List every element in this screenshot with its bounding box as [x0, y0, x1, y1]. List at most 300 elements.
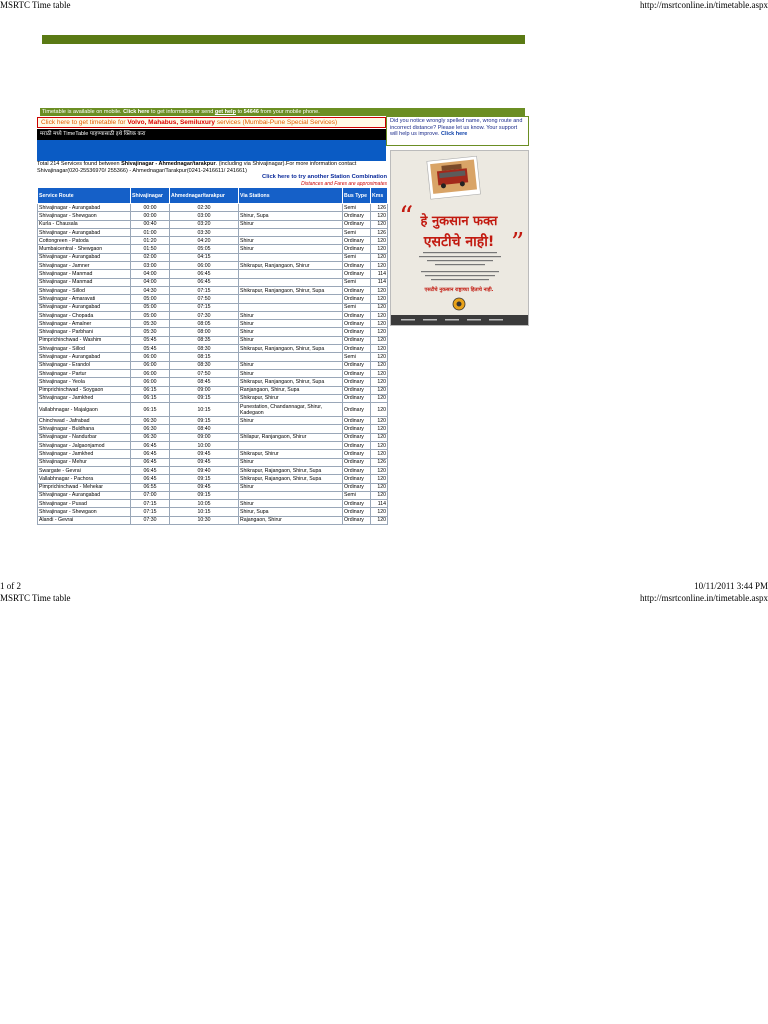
- cell-via: Shikrapur, Ranjangaon, Shirur, Supa: [239, 378, 343, 386]
- table-row: [38, 311, 388, 319]
- cell-via: Shirur: [239, 320, 343, 328]
- cell-departure: 06:00: [131, 369, 170, 377]
- cell-route: Shivajinagar - Jalgaonjamod: [38, 442, 131, 450]
- sms-number: 54646: [243, 109, 259, 115]
- services-summary: [37, 161, 387, 174]
- table-row: [38, 278, 388, 286]
- cell-bus-type: Semi: [343, 278, 371, 286]
- svg-text:”: ”: [511, 228, 525, 258]
- col-header-via: Via Stations: [239, 188, 343, 204]
- cell-departure: 06:00: [131, 353, 170, 361]
- table-row: [38, 516, 388, 524]
- cell-arrival: 10:00: [170, 442, 239, 450]
- cell-via: [239, 442, 343, 450]
- cell-bus-type: Semi: [343, 303, 371, 311]
- cell-route: Shivajinagar - Yeola: [38, 378, 131, 386]
- cell-route: Vallabhnagar - Majalgaon: [38, 403, 131, 417]
- table-row: [38, 417, 388, 425]
- cell-bus-type: Ordinary: [343, 361, 371, 369]
- cell-route: Shivajinagar - Aurangabad: [38, 353, 131, 361]
- cell-departure: 02:00: [131, 253, 170, 261]
- cell-bus-type: Ordinary: [343, 417, 371, 425]
- cell-arrival: 04:20: [170, 237, 239, 245]
- cell-departure: 06:00: [131, 378, 170, 386]
- cell-via: Shirur: [239, 237, 343, 245]
- cell-departure: 06:45: [131, 442, 170, 450]
- cell-departure: 06:55: [131, 483, 170, 491]
- cell-via: Shirur: [239, 311, 343, 319]
- cell-route: Pimprichinchwad - Washim: [38, 336, 131, 344]
- cell-route: Shivajinagar - Erandol: [38, 361, 131, 369]
- cell-route: Shivajinagar - Sillod: [38, 286, 131, 294]
- cell-bus-type: Ordinary: [343, 475, 371, 483]
- cell-bus-type: Ordinary: [343, 425, 371, 433]
- cell-via: Shikrapur, Shirur: [239, 450, 343, 458]
- cell-route: Shivajinagar - Shewgaon: [38, 212, 131, 220]
- cell-via: Shirur: [239, 245, 343, 253]
- cell-departure: 06:30: [131, 417, 170, 425]
- mobile-text-3: to: [235, 109, 244, 115]
- cell-route: Shivajinagar - Sillod: [38, 345, 131, 353]
- cell-departure: 06:45: [131, 475, 170, 483]
- cell-bus-type: Ordinary: [343, 500, 371, 508]
- cell-kms: 114: [371, 278, 388, 286]
- cell-departure: 07:30: [131, 516, 170, 524]
- cell-via: [239, 303, 343, 311]
- table-row: [38, 458, 388, 466]
- poster-headline-2: एसटीचे नाही!: [423, 234, 495, 250]
- cell-bus-type: Ordinary: [343, 237, 371, 245]
- cell-kms: 120: [371, 516, 388, 524]
- cell-kms: 120: [371, 442, 388, 450]
- cell-departure: 05:00: [131, 311, 170, 319]
- cell-arrival: 08:30: [170, 361, 239, 369]
- cell-departure: 05:00: [131, 295, 170, 303]
- cell-arrival: 08:35: [170, 336, 239, 344]
- cell-route: Vallabhnagar - Pachora: [38, 475, 131, 483]
- cell-route: Shivajinagar - Buldhana: [38, 425, 131, 433]
- cell-arrival: 09:45: [170, 483, 239, 491]
- summary-route: Shivajinagar - Ahmednagar/tarakpur: [121, 161, 216, 167]
- blue-banner: [37, 140, 386, 161]
- cell-via: Shirur, Supa: [239, 212, 343, 220]
- cell-kms: 120: [371, 237, 388, 245]
- cell-departure: 06:15: [131, 394, 170, 402]
- cell-bus-type: Ordinary: [343, 320, 371, 328]
- cell-via: Shirur: [239, 328, 343, 336]
- cell-departure: 06:15: [131, 403, 170, 417]
- cell-via: Punestation, Chandannagar, Shirur, Kadegaon: [239, 403, 343, 417]
- feedback-notice: [386, 116, 529, 146]
- cell-route: Kurla - Chausala: [38, 220, 131, 228]
- notice-click-here-link[interactable]: Click here: [441, 131, 468, 137]
- cell-kms: 120: [371, 466, 388, 474]
- cell-kms: 126: [371, 458, 388, 466]
- distance-disclaimer: Distances and Fares are approximates: [301, 181, 387, 187]
- get-help-link[interactable]: get help: [214, 109, 236, 115]
- cell-kms: 120: [371, 369, 388, 377]
- table-row: [38, 508, 388, 516]
- cell-arrival: 04:15: [170, 253, 239, 261]
- cell-bus-type: Ordinary: [343, 386, 371, 394]
- table-row: [38, 253, 388, 261]
- cell-via: Shirur: [239, 369, 343, 377]
- cell-kms: 114: [371, 270, 388, 278]
- cell-route: Shivajinagar - Manmad: [38, 270, 131, 278]
- page2-header-title: MSRTC Time table: [0, 593, 71, 603]
- col-header-arrival: Ahmednagar/tarakpur: [170, 188, 239, 204]
- cell-arrival: 09:00: [170, 433, 239, 441]
- cell-route: Shivajinagar - Jamner: [38, 262, 131, 270]
- cell-via: Rajangaon, Shirur: [239, 516, 343, 524]
- cell-kms: 120: [371, 508, 388, 516]
- marathi-timetable-link[interactable]: मराठी मध्ये TimeTable पाहण्यासाठी इथे क्लिक करा: [37, 129, 386, 140]
- summary-text-1: Total 214 Services found between: [37, 161, 122, 167]
- table-row: [38, 286, 388, 294]
- cell-kms: 120: [371, 336, 388, 344]
- cell-bus-type: Ordinary: [343, 311, 371, 319]
- cell-kms: 120: [371, 491, 388, 499]
- cell-arrival: 08:30: [170, 345, 239, 353]
- cell-via: Shikrapur, Ranjangaon, Shirur, Supa: [239, 286, 343, 294]
- timetable-header-row: [38, 188, 388, 204]
- table-row: [38, 228, 388, 236]
- table-row: [38, 475, 388, 483]
- cell-via: [239, 353, 343, 361]
- cell-route: Shivajinagar - Parbhani: [38, 328, 131, 336]
- cell-bus-type: Ordinary: [343, 220, 371, 228]
- cell-via: Shirur, Supa: [239, 508, 343, 516]
- cell-route: Shivajinagar - Amalner: [38, 320, 131, 328]
- cell-route: Chinchwad - Jafrabad: [38, 417, 131, 425]
- cell-arrival: 09:00: [170, 386, 239, 394]
- cell-departure: 07:15: [131, 508, 170, 516]
- cell-arrival: 03:00: [170, 212, 239, 220]
- cell-via: Shilapur, Ranjangaon, Shirur: [239, 433, 343, 441]
- table-row: [38, 328, 388, 336]
- col-header-bus-type: Bus Type: [343, 188, 371, 204]
- col-header-route: Service Route: [38, 188, 131, 204]
- table-row: [38, 442, 388, 450]
- table-row: [38, 245, 388, 253]
- cell-departure: 06:30: [131, 433, 170, 441]
- cell-departure: 06:45: [131, 458, 170, 466]
- cell-arrival: 03:20: [170, 220, 239, 228]
- cell-departure: 04:00: [131, 278, 170, 286]
- cell-kms: 120: [371, 450, 388, 458]
- cell-route: Shivajinagar - Aurangabad: [38, 491, 131, 499]
- cell-departure: 06:15: [131, 386, 170, 394]
- cell-kms: 120: [371, 253, 388, 261]
- cell-bus-type: Ordinary: [343, 433, 371, 441]
- table-row: [38, 450, 388, 458]
- cell-departure: 01:00: [131, 228, 170, 236]
- table-row: [38, 353, 388, 361]
- table-row: [38, 394, 388, 402]
- cell-bus-type: Ordinary: [343, 403, 371, 417]
- table-row: [38, 262, 388, 270]
- cell-via: Shirur: [239, 458, 343, 466]
- print-header-title: MSRTC Time table: [0, 0, 71, 10]
- cell-arrival: 07:30: [170, 311, 239, 319]
- table-row: [38, 500, 388, 508]
- cell-departure: 01:50: [131, 245, 170, 253]
- cell-kms: 120: [371, 311, 388, 319]
- cell-bus-type: Ordinary: [343, 336, 371, 344]
- cell-bus-type: Ordinary: [343, 450, 371, 458]
- table-row: [38, 378, 388, 386]
- mobile-text-4: from your mobile phone.: [258, 109, 320, 115]
- cell-kms: 120: [371, 262, 388, 270]
- table-row: [38, 403, 388, 417]
- cell-route: Shivajinagar - Partur: [38, 369, 131, 377]
- mobile-click-here-link[interactable]: Click here: [123, 109, 150, 115]
- cell-via: [239, 425, 343, 433]
- try-another-combination-link[interactable]: Click here to try another Station Combination: [262, 174, 387, 180]
- cell-kms: 120: [371, 417, 388, 425]
- cell-departure: 01:20: [131, 237, 170, 245]
- cell-departure: 03:00: [131, 262, 170, 270]
- cell-kms: 120: [371, 345, 388, 353]
- cell-arrival: 03:30: [170, 228, 239, 236]
- cell-via: Shikrapur, Rajangaon, Shirur, Supa: [239, 475, 343, 483]
- cell-bus-type: Ordinary: [343, 328, 371, 336]
- msrtc-poster: [390, 150, 529, 326]
- cell-via: Shikrapur, Ranjangaon, Shirur, Supa: [239, 345, 343, 353]
- cell-via: Shirur: [239, 336, 343, 344]
- cell-bus-type: Ordinary: [343, 345, 371, 353]
- cell-route: Swargate - Gevrai: [38, 466, 131, 474]
- table-row: [38, 270, 388, 278]
- volvo-text-2: services (Mumbai-Pune Special Services): [215, 119, 338, 126]
- table-row: [38, 483, 388, 491]
- cell-arrival: 09:15: [170, 394, 239, 402]
- cell-arrival: 07:50: [170, 295, 239, 303]
- cell-departure: 06:45: [131, 466, 170, 474]
- cell-arrival: 02:30: [170, 204, 239, 212]
- cell-route: Pimprichinchwad - Soygaon: [38, 386, 131, 394]
- table-row: [38, 303, 388, 311]
- table-row: [38, 425, 388, 433]
- cell-arrival: 08:15: [170, 353, 239, 361]
- cell-kms: 120: [371, 425, 388, 433]
- cell-arrival: 05:05: [170, 245, 239, 253]
- cell-route: Mumbaicentral - Shewgaon: [38, 245, 131, 253]
- cell-route: Shivajinagar - Jamkhed: [38, 450, 131, 458]
- cell-arrival: 09:15: [170, 417, 239, 425]
- print-footer-datetime: 10/11/2011 3:44 PM: [694, 581, 768, 591]
- cell-kms: 120: [371, 378, 388, 386]
- cell-kms: 120: [371, 361, 388, 369]
- cell-arrival: 08:00: [170, 328, 239, 336]
- cell-via: Shikrapur, Rajangaon, Shirur, Supa: [239, 466, 343, 474]
- cell-route: Shivajinagar - Pusad: [38, 500, 131, 508]
- cell-kms: 114: [371, 500, 388, 508]
- cell-kms: 120: [371, 320, 388, 328]
- cell-bus-type: Ordinary: [343, 442, 371, 450]
- cell-arrival: 10:15: [170, 508, 239, 516]
- cell-arrival: 10:05: [170, 500, 239, 508]
- cell-route: Shivajinagar - Nandurbar: [38, 433, 131, 441]
- cell-bus-type: Semi: [343, 228, 371, 236]
- page2-header-url: http://msrtconline.in/timetable.aspx: [640, 593, 768, 603]
- cell-bus-type: Semi: [343, 491, 371, 499]
- cell-kms: 120: [371, 245, 388, 253]
- cell-via: Shirur: [239, 417, 343, 425]
- cell-departure: 07:15: [131, 500, 170, 508]
- cell-via: Ranjangaon, Shirur, Supa: [239, 386, 343, 394]
- cell-arrival: 09:45: [170, 458, 239, 466]
- cell-kms: 120: [371, 433, 388, 441]
- cell-route: Shivajinagar - Manmad: [38, 278, 131, 286]
- cell-route: Shivajinagar - Mehur: [38, 458, 131, 466]
- cell-departure: 00:40: [131, 220, 170, 228]
- cell-via: Shirur: [239, 483, 343, 491]
- cell-departure: 07:00: [131, 491, 170, 499]
- cell-departure: 05:30: [131, 320, 170, 328]
- cell-bus-type: Ordinary: [343, 466, 371, 474]
- cell-kms: 120: [371, 303, 388, 311]
- cell-kms: 120: [371, 220, 388, 228]
- cell-departure: 05:45: [131, 336, 170, 344]
- timetable: [37, 187, 388, 525]
- cell-departure: 06:30: [131, 425, 170, 433]
- table-row: [38, 433, 388, 441]
- cell-route: Alandi - Gevrai: [38, 516, 131, 524]
- cell-via: Shirur: [239, 361, 343, 369]
- cell-arrival: 07:50: [170, 369, 239, 377]
- cell-departure: 05:30: [131, 328, 170, 336]
- cell-bus-type: Semi: [343, 204, 371, 212]
- cell-departure: 00:00: [131, 204, 170, 212]
- cell-kms: 120: [371, 295, 388, 303]
- cell-route: Shivajinagar - Aurangabad: [38, 253, 131, 261]
- cell-bus-type: Ordinary: [343, 394, 371, 402]
- cell-via: [239, 228, 343, 236]
- volvo-timetable-link[interactable]: [37, 117, 386, 128]
- cell-via: [239, 253, 343, 261]
- poster-headline-1: हे नुकसान फक्त: [420, 214, 498, 229]
- cell-via: [239, 278, 343, 286]
- cell-route: Shivajinagar - Shewgaon: [38, 508, 131, 516]
- mobile-text-1: Timetable is available on mobile.: [42, 109, 124, 115]
- cell-kms: 120: [371, 353, 388, 361]
- cell-arrival: 08:05: [170, 320, 239, 328]
- cell-route: Shivajinagar - Jamkhed: [38, 394, 131, 402]
- table-row: [38, 466, 388, 474]
- notice-text: Did you notice wrongly spelled name, wrong route and incorrect distance? Please let us know. Your support will help us improve.: [390, 118, 523, 137]
- cell-arrival: 07:15: [170, 303, 239, 311]
- cell-kms: 126: [371, 204, 388, 212]
- cell-route: Cottongreen - Patoda: [38, 237, 131, 245]
- cell-arrival: 06:00: [170, 262, 239, 270]
- cell-via: [239, 270, 343, 278]
- cell-kms: 120: [371, 394, 388, 402]
- cell-bus-type: Semi: [343, 353, 371, 361]
- cell-arrival: 09:40: [170, 466, 239, 474]
- cell-kms: 120: [371, 286, 388, 294]
- print-footer-page: 1 of 2: [0, 581, 21, 591]
- cell-kms: 120: [371, 475, 388, 483]
- cell-arrival: 06:45: [170, 270, 239, 278]
- cell-bus-type: Ordinary: [343, 508, 371, 516]
- table-row: [38, 491, 388, 499]
- col-header-departure: Shivajinagar: [131, 188, 170, 204]
- cell-via: Shirur: [239, 500, 343, 508]
- cell-bus-type: Ordinary: [343, 369, 371, 377]
- volvo-services: Volvo, Mahabus, Semiluxury: [127, 119, 216, 126]
- table-row: [38, 336, 388, 344]
- cell-bus-type: Semi: [343, 253, 371, 261]
- table-row: [38, 220, 388, 228]
- cell-bus-type: Ordinary: [343, 516, 371, 524]
- cell-kms: 126: [371, 228, 388, 236]
- table-row: [38, 320, 388, 328]
- cell-route: Shivajinagar - Amaravati: [38, 295, 131, 303]
- cell-route: Shivajinagar - Aurangabad: [38, 228, 131, 236]
- cell-departure: 00:00: [131, 212, 170, 220]
- table-row: [38, 361, 388, 369]
- cell-via: Shikrapur, Shirur: [239, 394, 343, 402]
- poster-graphic: [391, 151, 528, 325]
- cell-departure: 06:45: [131, 450, 170, 458]
- cell-via: Shirur: [239, 220, 343, 228]
- table-row: [38, 369, 388, 377]
- table-row: [38, 345, 388, 353]
- site-header-bar: [42, 35, 525, 44]
- cell-arrival: 08:40: [170, 425, 239, 433]
- cell-arrival: 09:45: [170, 450, 239, 458]
- table-row: [38, 386, 388, 394]
- cell-route: Shivajinagar - Chopada: [38, 311, 131, 319]
- cell-via: Shikrapur, Ranjangaon, Shirur: [239, 262, 343, 270]
- cell-via: [239, 204, 343, 212]
- cell-bus-type: Ordinary: [343, 270, 371, 278]
- cell-bus-type: Ordinary: [343, 212, 371, 220]
- cell-departure: 04:30: [131, 286, 170, 294]
- mobile-text-2: to get information or send: [149, 109, 215, 115]
- cell-kms: 120: [371, 386, 388, 394]
- print-header-url: http://msrtconline.in/timetable.aspx: [640, 0, 768, 10]
- cell-kms: 120: [371, 328, 388, 336]
- cell-route: Shivajinagar - Aurangabad: [38, 303, 131, 311]
- cell-via: [239, 295, 343, 303]
- cell-kms: 120: [371, 212, 388, 220]
- cell-departure: 06:00: [131, 361, 170, 369]
- cell-departure: 05:45: [131, 345, 170, 353]
- table-row: [38, 212, 388, 220]
- cell-arrival: 10:30: [170, 516, 239, 524]
- cell-departure: 05:00: [131, 303, 170, 311]
- cell-arrival: 07:15: [170, 286, 239, 294]
- cell-bus-type: Ordinary: [343, 286, 371, 294]
- cell-bus-type: Ordinary: [343, 483, 371, 491]
- col-header-kms: Kms: [371, 188, 388, 204]
- table-row: [38, 237, 388, 245]
- table-row: [38, 204, 388, 212]
- cell-bus-type: Ordinary: [343, 458, 371, 466]
- cell-bus-type: Ordinary: [343, 378, 371, 386]
- cell-bus-type: Ordinary: [343, 245, 371, 253]
- cell-arrival: 06:45: [170, 278, 239, 286]
- cell-departure: 04:00: [131, 270, 170, 278]
- table-row: [38, 295, 388, 303]
- cell-kms: 120: [371, 403, 388, 417]
- cell-route: Pimprichinchwad - Mehekar: [38, 483, 131, 491]
- mobile-info-bar: [40, 108, 525, 116]
- svg-text:“: “: [399, 200, 414, 233]
- poster-footer-text: एसटीचे नुकसान राष्ट्राच्या हिताचे नाही.: [424, 287, 494, 293]
